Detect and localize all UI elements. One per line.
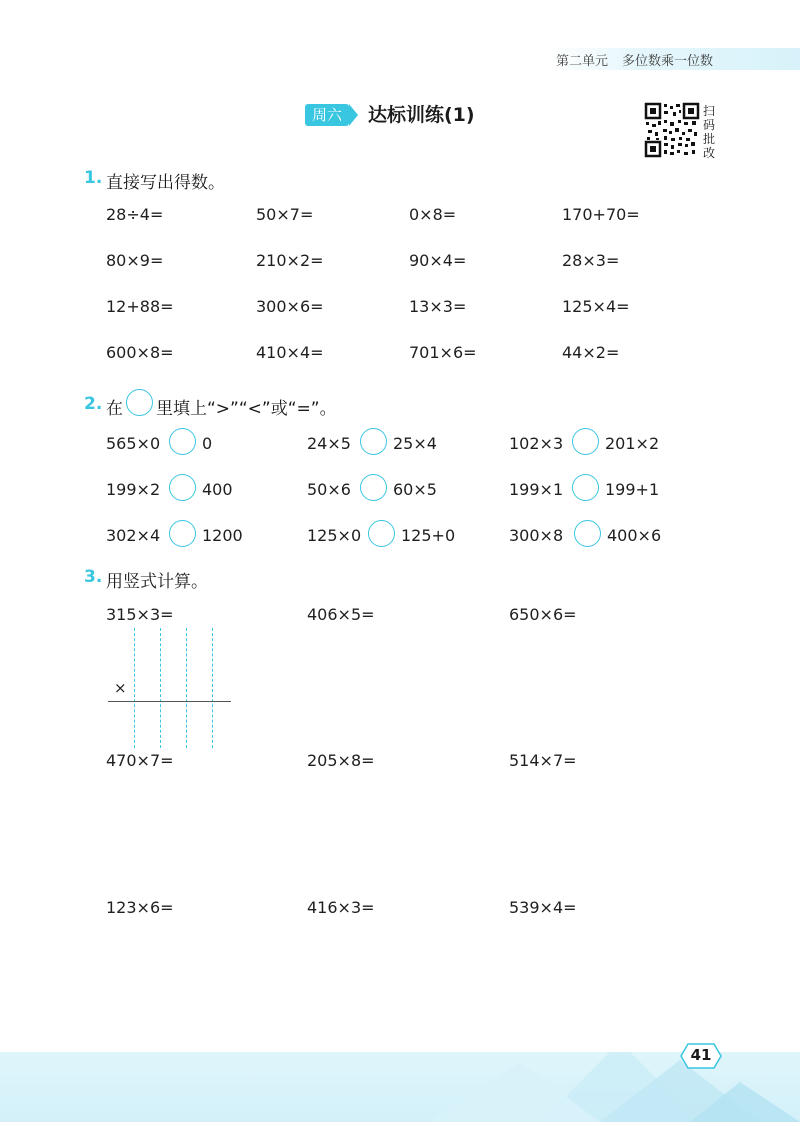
q1-expression: 701×6= [409, 343, 477, 362]
compare-left: 300×8 [509, 526, 564, 545]
compare-left: 102×3 [509, 434, 564, 453]
compare-right: 25×4 [393, 434, 437, 453]
compare-right: 60×5 [393, 480, 437, 499]
q2-instruction-prefix: 在 [106, 399, 123, 419]
q1-expression: 210×2= [256, 251, 324, 270]
q1-expression: 300×6= [256, 297, 324, 316]
page-number: 41 [690, 1046, 712, 1064]
q1-expression: 90×4= [409, 251, 467, 270]
compare-right: 1200 [202, 526, 243, 545]
vertical-calc-problem: 315×3= [106, 605, 174, 624]
compare-left: 199×2 [106, 480, 161, 499]
vertical-calc-problem: 416×3= [307, 898, 375, 917]
digit-guide-line [186, 628, 187, 748]
q1-number: 1. [84, 168, 103, 188]
compare-right: 0 [202, 434, 213, 453]
digit-guide-line [160, 628, 161, 748]
instruction-circle-icon [126, 389, 153, 416]
compare-answer-circle[interactable] [368, 520, 395, 547]
compare-answer-circle[interactable] [574, 520, 601, 547]
compare-answer-circle[interactable] [360, 474, 387, 501]
compare-left: 199×1 [509, 480, 564, 499]
compare-answer-circle[interactable] [169, 428, 196, 455]
scan-to-grade-label: 扫码批改 [703, 104, 716, 160]
compare-right: 201×2 [605, 434, 660, 453]
compare-right: 125+0 [401, 526, 456, 545]
q1-expression: 80×9= [106, 251, 164, 270]
q2-number: 2. [84, 394, 103, 414]
q1-expression: 600×8= [106, 343, 174, 362]
day-tag-arrow [349, 104, 358, 126]
q2-instruction-suffix: 里填上“>”“<”或“=”。 [156, 399, 337, 419]
q1-expression: 170+70= [562, 205, 640, 224]
q1-expression: 12+88= [106, 297, 174, 316]
vertical-calc-problem: 470×7= [106, 751, 174, 770]
q1-expression: 28×3= [562, 251, 620, 270]
compare-right: 400×6 [607, 526, 662, 545]
q1-expression: 13×3= [409, 297, 467, 316]
compare-left: 24×5 [307, 434, 351, 453]
vertical-calc-problem: 539×4= [509, 898, 577, 917]
q1-expression: 0×8= [409, 205, 457, 224]
q1-expression: 44×2= [562, 343, 620, 362]
q1-expression: 410×4= [256, 343, 324, 362]
vertical-calc-problem: 650×6= [509, 605, 577, 624]
page-title: 达标训练(1) [368, 104, 475, 126]
compare-answer-circle[interactable] [169, 474, 196, 501]
compare-left: 125×0 [307, 526, 362, 545]
q1-expression: 28÷4= [106, 205, 164, 224]
digit-guide-line [212, 628, 213, 748]
q1-expression: 125×4= [562, 297, 630, 316]
compare-answer-circle[interactable] [169, 520, 196, 547]
compare-left: 565×0 [106, 434, 161, 453]
day-tag: 周六 [305, 104, 349, 126]
q1-expression: 50×7= [256, 205, 314, 224]
vertical-calc-problem: 123×6= [106, 898, 174, 917]
digit-guide-line [134, 628, 135, 748]
vertical-calc-problem: 514×7= [509, 751, 577, 770]
compare-left: 302×4 [106, 526, 161, 545]
q1-instruction: 直接写出得数。 [106, 173, 225, 193]
compare-answer-circle[interactable] [572, 428, 599, 455]
calculation-rule-line [108, 701, 231, 702]
compare-left: 50×6 [307, 480, 351, 499]
vertical-calc-problem: 205×8= [307, 751, 375, 770]
qr-code-icon[interactable] [644, 102, 700, 158]
topic-label: 多位数乘一位数 [622, 54, 714, 69]
compare-answer-circle[interactable] [572, 474, 599, 501]
q3-instruction: 用竖式计算。 [106, 572, 208, 592]
q3-number: 3. [84, 567, 103, 587]
multiplication-sign: × [114, 679, 127, 697]
compare-answer-circle[interactable] [360, 428, 387, 455]
compare-right: 199+1 [605, 480, 660, 499]
unit-label: 第二单元 [556, 54, 609, 69]
compare-right: 400 [202, 480, 233, 499]
vertical-calc-problem: 406×5= [307, 605, 375, 624]
